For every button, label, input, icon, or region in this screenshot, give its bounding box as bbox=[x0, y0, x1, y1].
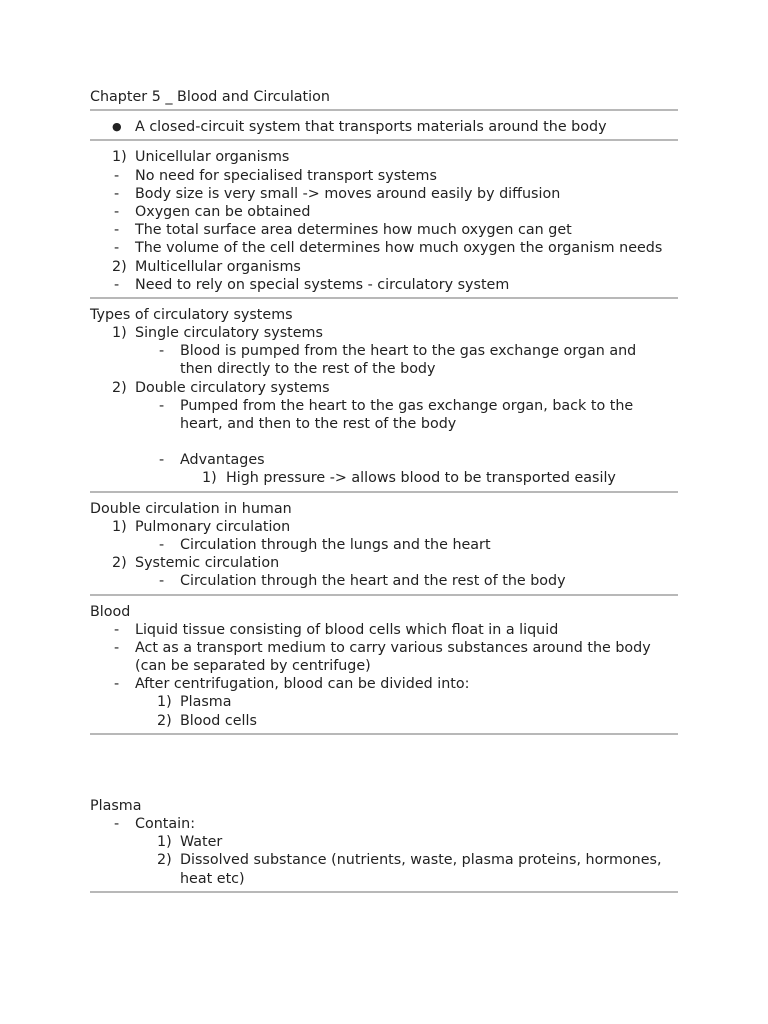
chapter-title-line bbox=[90, 88, 678, 106]
dash-marker: - bbox=[114, 203, 120, 220]
list-item-text: Plasma bbox=[180, 694, 232, 711]
divider bbox=[90, 109, 678, 111]
list-number: 2) bbox=[112, 555, 127, 572]
list-item-text: Unicellular organisms bbox=[135, 149, 290, 166]
list-number: 1) bbox=[202, 470, 217, 487]
list-item-continuation bbox=[90, 870, 678, 888]
section-heading: Double circulation in human bbox=[90, 500, 292, 517]
list-item bbox=[90, 167, 678, 185]
bullet-icon: ● bbox=[112, 120, 122, 134]
divider bbox=[90, 891, 678, 893]
list-item bbox=[90, 518, 678, 536]
list-number: 1) bbox=[112, 325, 127, 342]
section-heading-line bbox=[90, 797, 678, 815]
list-item-continuation bbox=[90, 415, 678, 433]
list-item bbox=[90, 203, 678, 221]
list-item bbox=[90, 712, 678, 730]
list-item-text: Circulation through the lungs and the heart bbox=[180, 536, 491, 553]
list-item bbox=[90, 621, 678, 639]
spacer bbox=[90, 742, 678, 797]
list-item-text: Dissolved substance (nutrients, waste, plasma proteins, hormones, bbox=[180, 852, 662, 869]
dash-marker: - bbox=[159, 452, 165, 469]
list-item bbox=[90, 554, 678, 572]
list-item bbox=[90, 675, 678, 693]
list-item-text: Double circulatory systems bbox=[135, 379, 330, 396]
list-item-text: heat etc) bbox=[180, 870, 245, 887]
divider bbox=[90, 297, 678, 299]
section-heading-line bbox=[90, 306, 678, 324]
list-item-text: Blood cells bbox=[180, 712, 257, 729]
list-item bbox=[90, 258, 678, 276]
list-item bbox=[90, 815, 678, 833]
section-heading: Plasma bbox=[90, 797, 142, 814]
section-heading: Blood bbox=[90, 603, 131, 620]
list-number: 1) bbox=[157, 834, 172, 851]
list-item bbox=[90, 833, 678, 851]
list-item-continuation bbox=[90, 360, 678, 378]
list-item-text: Systemic circulation bbox=[135, 555, 280, 572]
spacer bbox=[90, 433, 678, 451]
list-item-text: The volume of the cell determines how much oxygen the organism needs bbox=[135, 240, 663, 257]
dash-marker: - bbox=[114, 276, 120, 293]
list-item-text: Oxygen can be obtained bbox=[135, 203, 311, 220]
dash-marker: - bbox=[159, 536, 165, 553]
list-item-text: (can be separated by centrifuge) bbox=[135, 658, 371, 675]
list-item-text: Body size is very small -> moves around easily by diffusion bbox=[135, 185, 561, 202]
list-item bbox=[90, 148, 678, 166]
list-item-continuation bbox=[90, 657, 678, 675]
section-heading-line bbox=[90, 603, 678, 621]
list-item-text: No need for specialised transport systems bbox=[135, 167, 437, 184]
dash-marker: - bbox=[114, 240, 120, 257]
list-item bbox=[90, 451, 678, 469]
list-item bbox=[90, 221, 678, 239]
list-item-text: High pressure -> allows blood to be transported easily bbox=[226, 470, 616, 487]
list-number: 2) bbox=[157, 852, 172, 869]
list-item-text: Advantages bbox=[180, 452, 265, 469]
dash-marker: - bbox=[114, 639, 120, 656]
list-item bbox=[90, 342, 678, 360]
section-heading: Types of circulatory systems bbox=[90, 306, 293, 323]
list-item-text: Multicellular organisms bbox=[135, 258, 301, 275]
list-item bbox=[90, 572, 678, 590]
list-item-text: Contain: bbox=[135, 816, 196, 832]
list-item-text: After centrifugation, blood can be divided into: bbox=[135, 676, 470, 693]
dash-marker: - bbox=[114, 676, 120, 693]
list-item-text: Pulmonary circulation bbox=[135, 518, 291, 535]
list-number: 1) bbox=[112, 149, 127, 166]
list-item-text: Water bbox=[180, 834, 223, 851]
section-heading-line bbox=[90, 500, 678, 518]
dash-marker: - bbox=[114, 222, 120, 239]
list-item-text: then directly to the rest of the body bbox=[180, 361, 436, 378]
list-item bbox=[90, 536, 678, 554]
divider bbox=[90, 733, 678, 735]
list-number: 2) bbox=[157, 712, 172, 729]
divider bbox=[90, 491, 678, 493]
dash-marker: - bbox=[114, 621, 120, 638]
intro-line bbox=[90, 118, 678, 136]
list-item bbox=[90, 324, 678, 342]
list-item-text: Single circulatory systems bbox=[135, 325, 323, 342]
list-item-text: Pumped from the heart to the gas exchange organ, back to the bbox=[180, 397, 634, 414]
dash-marker: - bbox=[159, 397, 165, 414]
list-number: 2) bbox=[112, 379, 127, 396]
list-item-text: Liquid tissue consisting of blood cells which float in a liquid bbox=[135, 621, 559, 638]
list-item bbox=[90, 397, 678, 415]
intro-text: A closed-circuit system that transports materials around the body bbox=[135, 119, 607, 136]
chapter-title: Chapter 5 _ Blood and Circulation bbox=[90, 89, 330, 105]
divider bbox=[90, 594, 678, 596]
dash-marker: - bbox=[114, 816, 120, 832]
divider bbox=[90, 139, 678, 141]
list-item bbox=[90, 469, 678, 487]
list-item bbox=[90, 379, 678, 397]
notes-page bbox=[90, 88, 678, 900]
list-item bbox=[90, 851, 678, 869]
list-number: 2) bbox=[112, 258, 127, 275]
list-item bbox=[90, 239, 678, 257]
list-item-text: Need to rely on special systems - circulatory system bbox=[135, 276, 510, 293]
list-item-text: The total surface area determines how much oxygen can get bbox=[135, 222, 572, 239]
list-item bbox=[90, 693, 678, 711]
list-item-text: Act as a transport medium to carry various substances around the body bbox=[135, 639, 651, 656]
dash-marker: - bbox=[159, 573, 165, 590]
dash-marker: - bbox=[114, 185, 120, 202]
list-item-text: Blood is pumped from the heart to the gas exchange organ and bbox=[180, 343, 637, 360]
list-number: 1) bbox=[112, 518, 127, 535]
list-item bbox=[90, 185, 678, 203]
list-item-text: heart, and then to the rest of the body bbox=[180, 416, 457, 432]
dash-marker: - bbox=[114, 167, 120, 184]
list-item bbox=[90, 639, 678, 657]
dash-marker: - bbox=[159, 343, 165, 360]
list-item-text: Circulation through the heart and the rest of the body bbox=[180, 573, 566, 590]
list-number: 1) bbox=[157, 694, 172, 711]
list-item bbox=[90, 276, 678, 294]
